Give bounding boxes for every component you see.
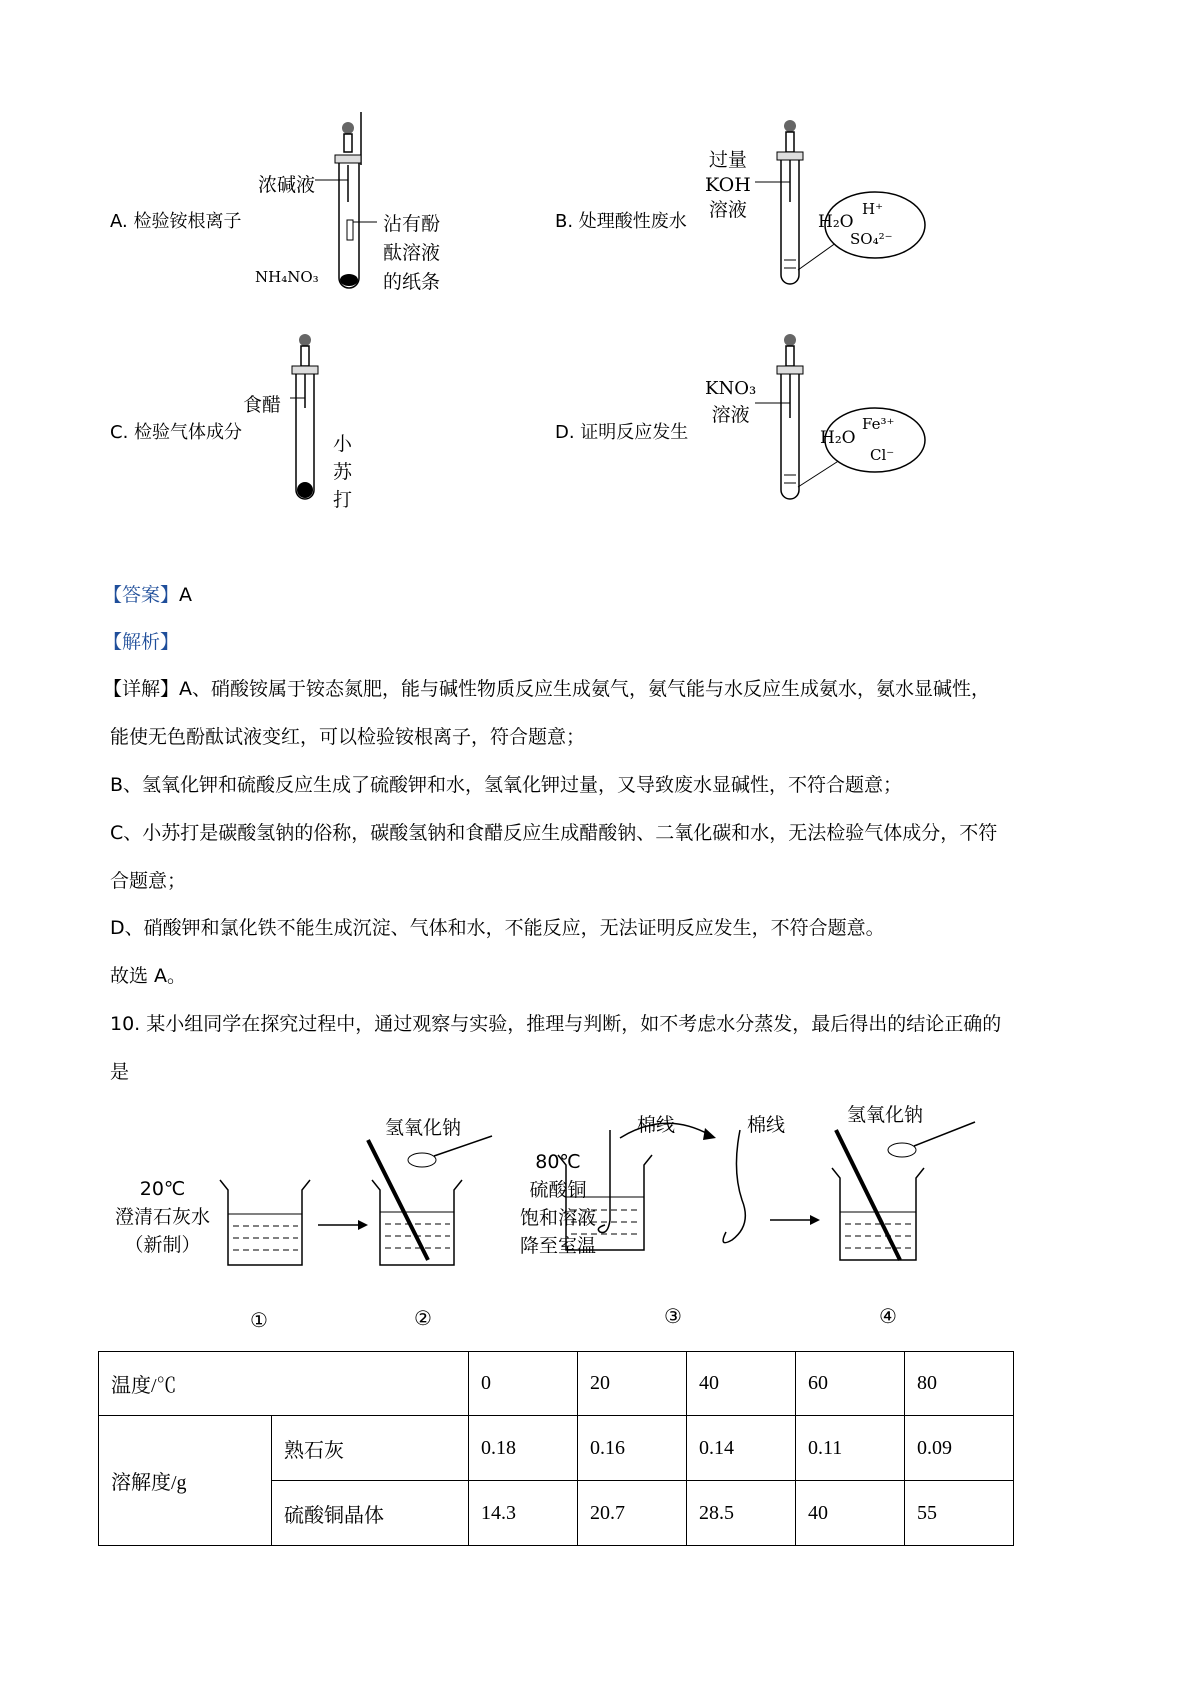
option-c-label: C. 检验气体成分: [110, 422, 243, 443]
option-d-reagent: KNO₃ 溶液: [705, 378, 757, 426]
option-c-reagent: 食醋: [243, 394, 282, 416]
value-cell: 20.7: [578, 1481, 687, 1546]
option-c-apparatus: [270, 330, 340, 515]
value-cell: 14.3: [469, 1481, 578, 1546]
temp-cell: 0: [469, 1352, 578, 1416]
table-row: [99, 1416, 1014, 1481]
table-header-row: [99, 1352, 1014, 1416]
substance-name: 硫酸铜晶体: [272, 1481, 469, 1546]
option-d-label: D. 证明反应发生: [555, 422, 689, 443]
detail-line-2: 能使无色酚酞试液变红，可以检验铵根离子，符合题意；: [110, 726, 586, 748]
option-b-reagent: 过量 KOH 溶液: [705, 149, 751, 221]
value-cell: 55: [905, 1481, 1014, 1546]
option-d-ion-cl: Cl⁻: [870, 446, 895, 464]
option-d-ion-fe: Fe³⁺: [862, 415, 895, 433]
option-b-water: H₂O: [818, 212, 854, 232]
beaker-1-label: 20℃ 澄清石灰水 （新制）: [115, 1178, 211, 1256]
option-b-apparatus: [750, 110, 950, 300]
temp-cell: 20: [578, 1352, 687, 1416]
detail-line-4: C、小苏打是碳酸氢钠的俗称，碳酸氢钠和食醋反应生成醋酸钠、二氧化碳和水，无法检验气体成分，不符: [110, 822, 998, 844]
detail-line-5: 合题意；: [110, 870, 187, 892]
detail-line-6: D、硝酸钾和氯化铁不能生成沉淀、气体和水，不能反应，无法证明反应发生，不符合题意。: [110, 917, 885, 939]
option-d-water: H₂O: [820, 428, 856, 448]
temp-cell: 60: [796, 1352, 905, 1416]
option-a-solid: NH₄NO₃: [255, 268, 319, 286]
naoh-label-1: 氢氧化钠: [385, 1117, 462, 1139]
value-cell: 40: [796, 1481, 905, 1546]
value-cell: 0.16: [578, 1416, 687, 1481]
substance-name: 熟石灰: [272, 1416, 469, 1481]
answer-line: 【答案】A: [103, 584, 193, 606]
detail-line-1: 【详解】A、硝酸铵属于铵态氮肥，能与碱性物质反应生成氨气，氨气能与水反应生成氨水，氨水显碱性，: [103, 678, 991, 700]
analysis-tag: 【解析】: [103, 631, 180, 653]
option-b-ion-h: H⁺: [862, 200, 883, 218]
temp-header: 温度/℃: [99, 1352, 469, 1416]
option-a-strip: 沾有酚 酞溶液 的纸条: [383, 213, 441, 293]
question-line-2: 是: [110, 1061, 130, 1083]
step-1: ①: [250, 1308, 268, 1332]
option-b-ion-so4: SO₄²⁻: [850, 230, 893, 248]
solubility-header: 溶解度/g: [99, 1416, 272, 1546]
option-d-apparatus: [750, 330, 950, 515]
thread-label-1: 棉线: [637, 1114, 676, 1136]
value-cell: 0.18: [469, 1416, 578, 1481]
thread-label-2: 棉线: [747, 1114, 786, 1136]
step-2: ②: [414, 1306, 432, 1330]
beaker-3-label: 80℃ 硫酸铜 饱和溶液 降至室温: [520, 1151, 597, 1257]
value-cell: 0.11: [796, 1416, 905, 1481]
question-line-1: 10. 某小组同学在探究过程中，通过观察与实验，推理与判断，如不考虑水分蒸发，最后得出的结论正确的: [110, 1013, 1002, 1035]
value-cell: 28.5: [687, 1481, 796, 1546]
step-3: ③: [664, 1304, 682, 1328]
value-cell: 0.14: [687, 1416, 796, 1481]
temp-cell: 40: [687, 1352, 796, 1416]
temp-cell: 80: [905, 1352, 1014, 1416]
step-4: ④: [879, 1304, 897, 1328]
detail-line-7: 故选 A。: [110, 965, 187, 987]
naoh-label-2: 氢氧化钠: [847, 1104, 924, 1126]
option-b-label: B. 处理酸性废水: [555, 211, 687, 232]
detail-line-3: B、氢氧化钾和硫酸反应生成了硫酸钾和水，氢氧化钾过量，又导致废水显碱性，不符合题意；: [110, 774, 903, 796]
option-a-reagent: 浓碱液: [258, 174, 316, 196]
option-a-label: A. 检验铵根离子: [110, 211, 242, 232]
solubility-table: [98, 1351, 1014, 1546]
value-cell: 0.09: [905, 1416, 1014, 1481]
option-c-solid: 小 苏 打: [333, 433, 353, 511]
